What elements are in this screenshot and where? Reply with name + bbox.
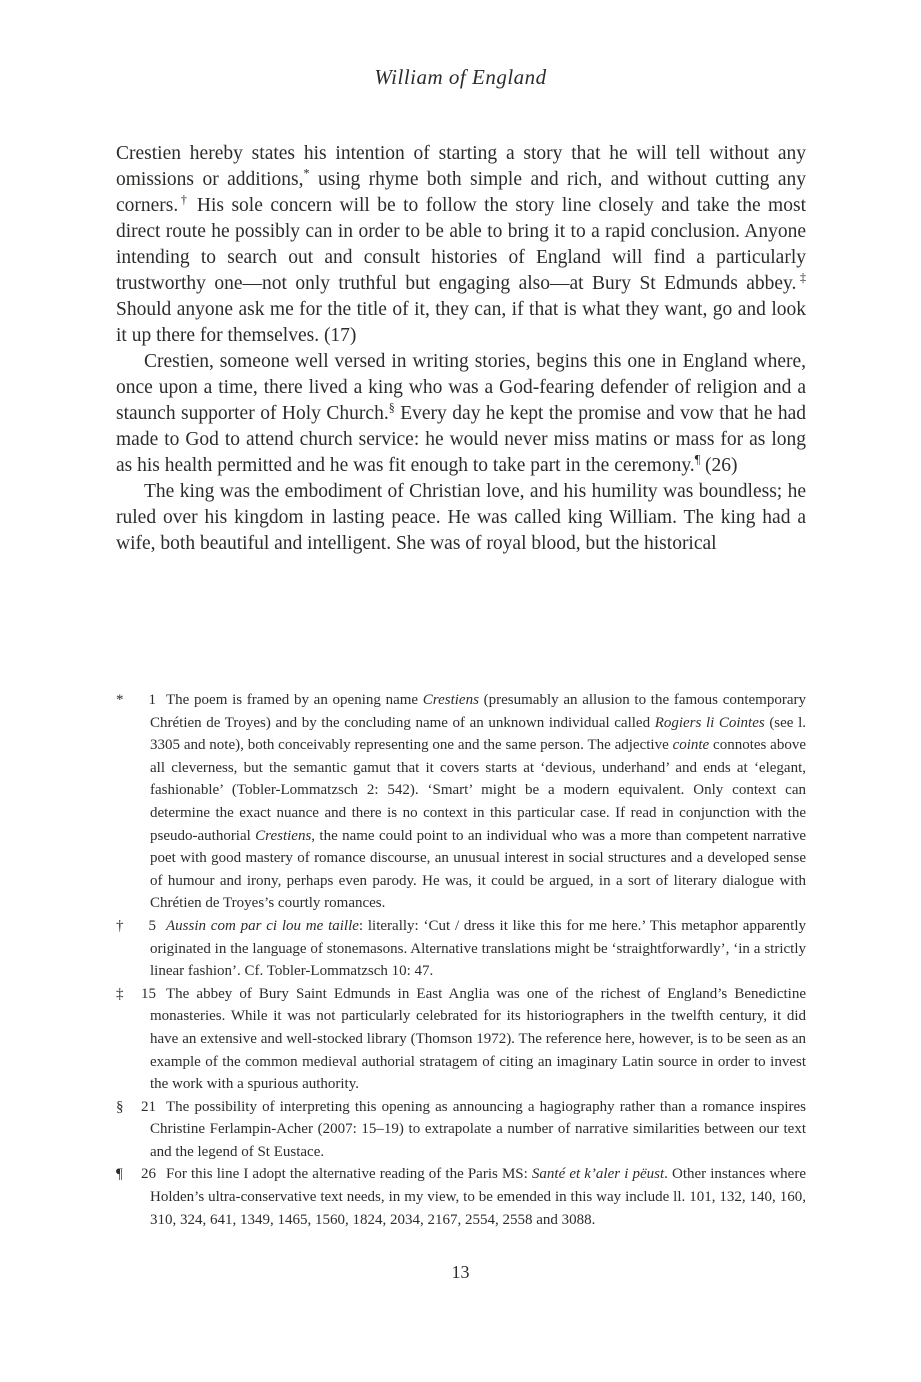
footnote-symbol: ¶ bbox=[116, 1166, 123, 1183]
text-run: Crestien, someone well versed in writing stories, begins this one in England where, once upon a time, there lived a king who was a God-fearing defender of religion and a staunch supporter of Holy Church. bbox=[116, 351, 806, 424]
footnote-marker: † bbox=[178, 192, 190, 207]
text-run: (presumably an allusion to the famous contemporary Chrétien de Troyes) and by the concluding name of an unknown individual called bbox=[150, 692, 806, 731]
text-run: The king was the embodiment of Christian love, and his humility was boundless; he ruled over his kingdom in lasting peace. He was called king William. The king had a wife, both beautiful and intelligent. She was of royal blood, but the historical bbox=[116, 481, 806, 554]
footnote-line-number: 26 bbox=[141, 1166, 156, 1183]
text-run: His sole concern will be to follow the story line closely and take the most direct route he possibly can in order to be able to bring it to a rapid conclusion. Anyone intending to search out and consult histories of England will find a particularly trustworthy one—not only truthful but engaging also—at Bury St Edmunds abbey. bbox=[116, 195, 806, 294]
italic-text: cointe bbox=[672, 737, 710, 754]
footnote-marker: ‡ bbox=[796, 270, 806, 285]
text-run: (see l. 3305 and note), both conceivably representing one and the same person. The adjective bbox=[150, 714, 806, 754]
footnote-symbol: § bbox=[116, 1098, 124, 1115]
footnote bbox=[116, 689, 806, 915]
footnotes-block bbox=[116, 689, 806, 1231]
italic-text: Aussin com par ci lou me taille bbox=[166, 917, 359, 934]
footnote-line-number: 21 bbox=[141, 1098, 156, 1115]
main-text-block bbox=[116, 141, 806, 557]
text-run: Should anyone ask me for the title of it, they can, if that is what they want, go and look it up there for themselves. (17) bbox=[116, 299, 806, 346]
paragraph bbox=[116, 349, 806, 479]
paragraph bbox=[116, 141, 806, 349]
text-run: Every day he kept the promise and vow that he had made to God to attend church service: he would never miss matins or mass for as long as his health permitted and he was fit enough to take part in the ceremony. bbox=[116, 403, 806, 476]
italic-text: Crestiens bbox=[422, 692, 479, 708]
footnote-symbol: * bbox=[116, 692, 124, 708]
text-run: (26) bbox=[700, 455, 738, 476]
text-run: . Other instances where Holden’s ultra-conservative text needs, in my view, to be emended in this way include ll. 101, 132, 140, 160, 310, 324, 641, 1349, 1465, 1560, 1824, 2034, 2167, 2554, 2558 and 3088. bbox=[150, 1166, 806, 1228]
text-run: For this line I adopt the alternative reading of the Paris MS: bbox=[166, 1166, 532, 1183]
italic-text: Santé et k’aler i pëust bbox=[531, 1166, 665, 1183]
footnote-symbol: † bbox=[116, 917, 124, 934]
text-run: : literally: ‘Cut / dress it like this for me here.’ This metaphor apparently originated in the language of stonemasons. Alternative translations might be ‘straightforwardly’, ‘in a strictly linear fashion’. Cf. Tobler-Lommatzsch 10: 47. bbox=[150, 917, 806, 980]
text-run: connotes above all cleverness, but the semantic gamut that it covers starts at ‘devious, underhand’ and ends at ‘elegant, fashionable’ (Tobler-Lommatzsch 2: 542). ‘Smart’ might be a modern equivalent. Only context can determine the exact nuance and there is no context in this particular case. If read in conjunction with the pseudo-authorial bbox=[150, 737, 806, 844]
footnote bbox=[116, 915, 806, 983]
footnote bbox=[116, 1163, 806, 1231]
footnote-line-number: 5 bbox=[148, 917, 156, 934]
italic-text: Crestiens bbox=[255, 827, 312, 844]
footnote-line-number: 1 bbox=[148, 692, 156, 708]
footnote-symbol: ‡ bbox=[116, 985, 124, 1002]
footnote bbox=[116, 1096, 806, 1164]
paragraph bbox=[116, 479, 806, 557]
text-run: , the name could point to an individual who was a more than competent narrative poet with good mastery of romance discourse, an unusual interest in social structures and a developed sense of humour and irony, perhaps even parody. He was, it could be argued, in a sort of literary dialogue with Chrétien de Troyes’s courtly romances. bbox=[150, 827, 806, 912]
footnote-marker: ¶ bbox=[694, 452, 701, 467]
text-run: The possibility of interpreting this opening as announcing a hagiography rather than a romance inspires Christine Ferlampin-Acher (2007: 15–19) to extrapolate a number of narrative similarities between our text and the legend of St Eustace. bbox=[150, 1098, 806, 1160]
page-title: William of England bbox=[374, 65, 547, 89]
footnote-marker: § bbox=[388, 400, 395, 415]
text-run: The abbey of Bury Saint Edmunds in East Anglia was one of the richest of England’s Benedictine monasteries. While it was not particularly celebrated for its historiographers in the twelfth century, it did have an extensive and well-stocked library (Thomson 1972). The reference here, however, is to be seen as an example of the common medieval authorial stratagem of citing an imaginary Latin source in order to invest the work with a spurious authority. bbox=[150, 985, 806, 1093]
italic-text: Rogiers li Cointes bbox=[654, 714, 765, 731]
footnote bbox=[116, 983, 806, 1096]
footnote-line-number: 15 bbox=[141, 985, 156, 1002]
text-run: The poem is framed by an opening name bbox=[166, 692, 423, 708]
text-run: Crestien hereby states his intention of starting a story that he will tell without any omissions or additions, bbox=[116, 143, 806, 190]
page-number: 13 bbox=[451, 1262, 470, 1282]
text-run: using rhyme both simple and rich, and without cutting any corners. bbox=[116, 169, 806, 216]
footnote-marker: * bbox=[303, 166, 310, 181]
